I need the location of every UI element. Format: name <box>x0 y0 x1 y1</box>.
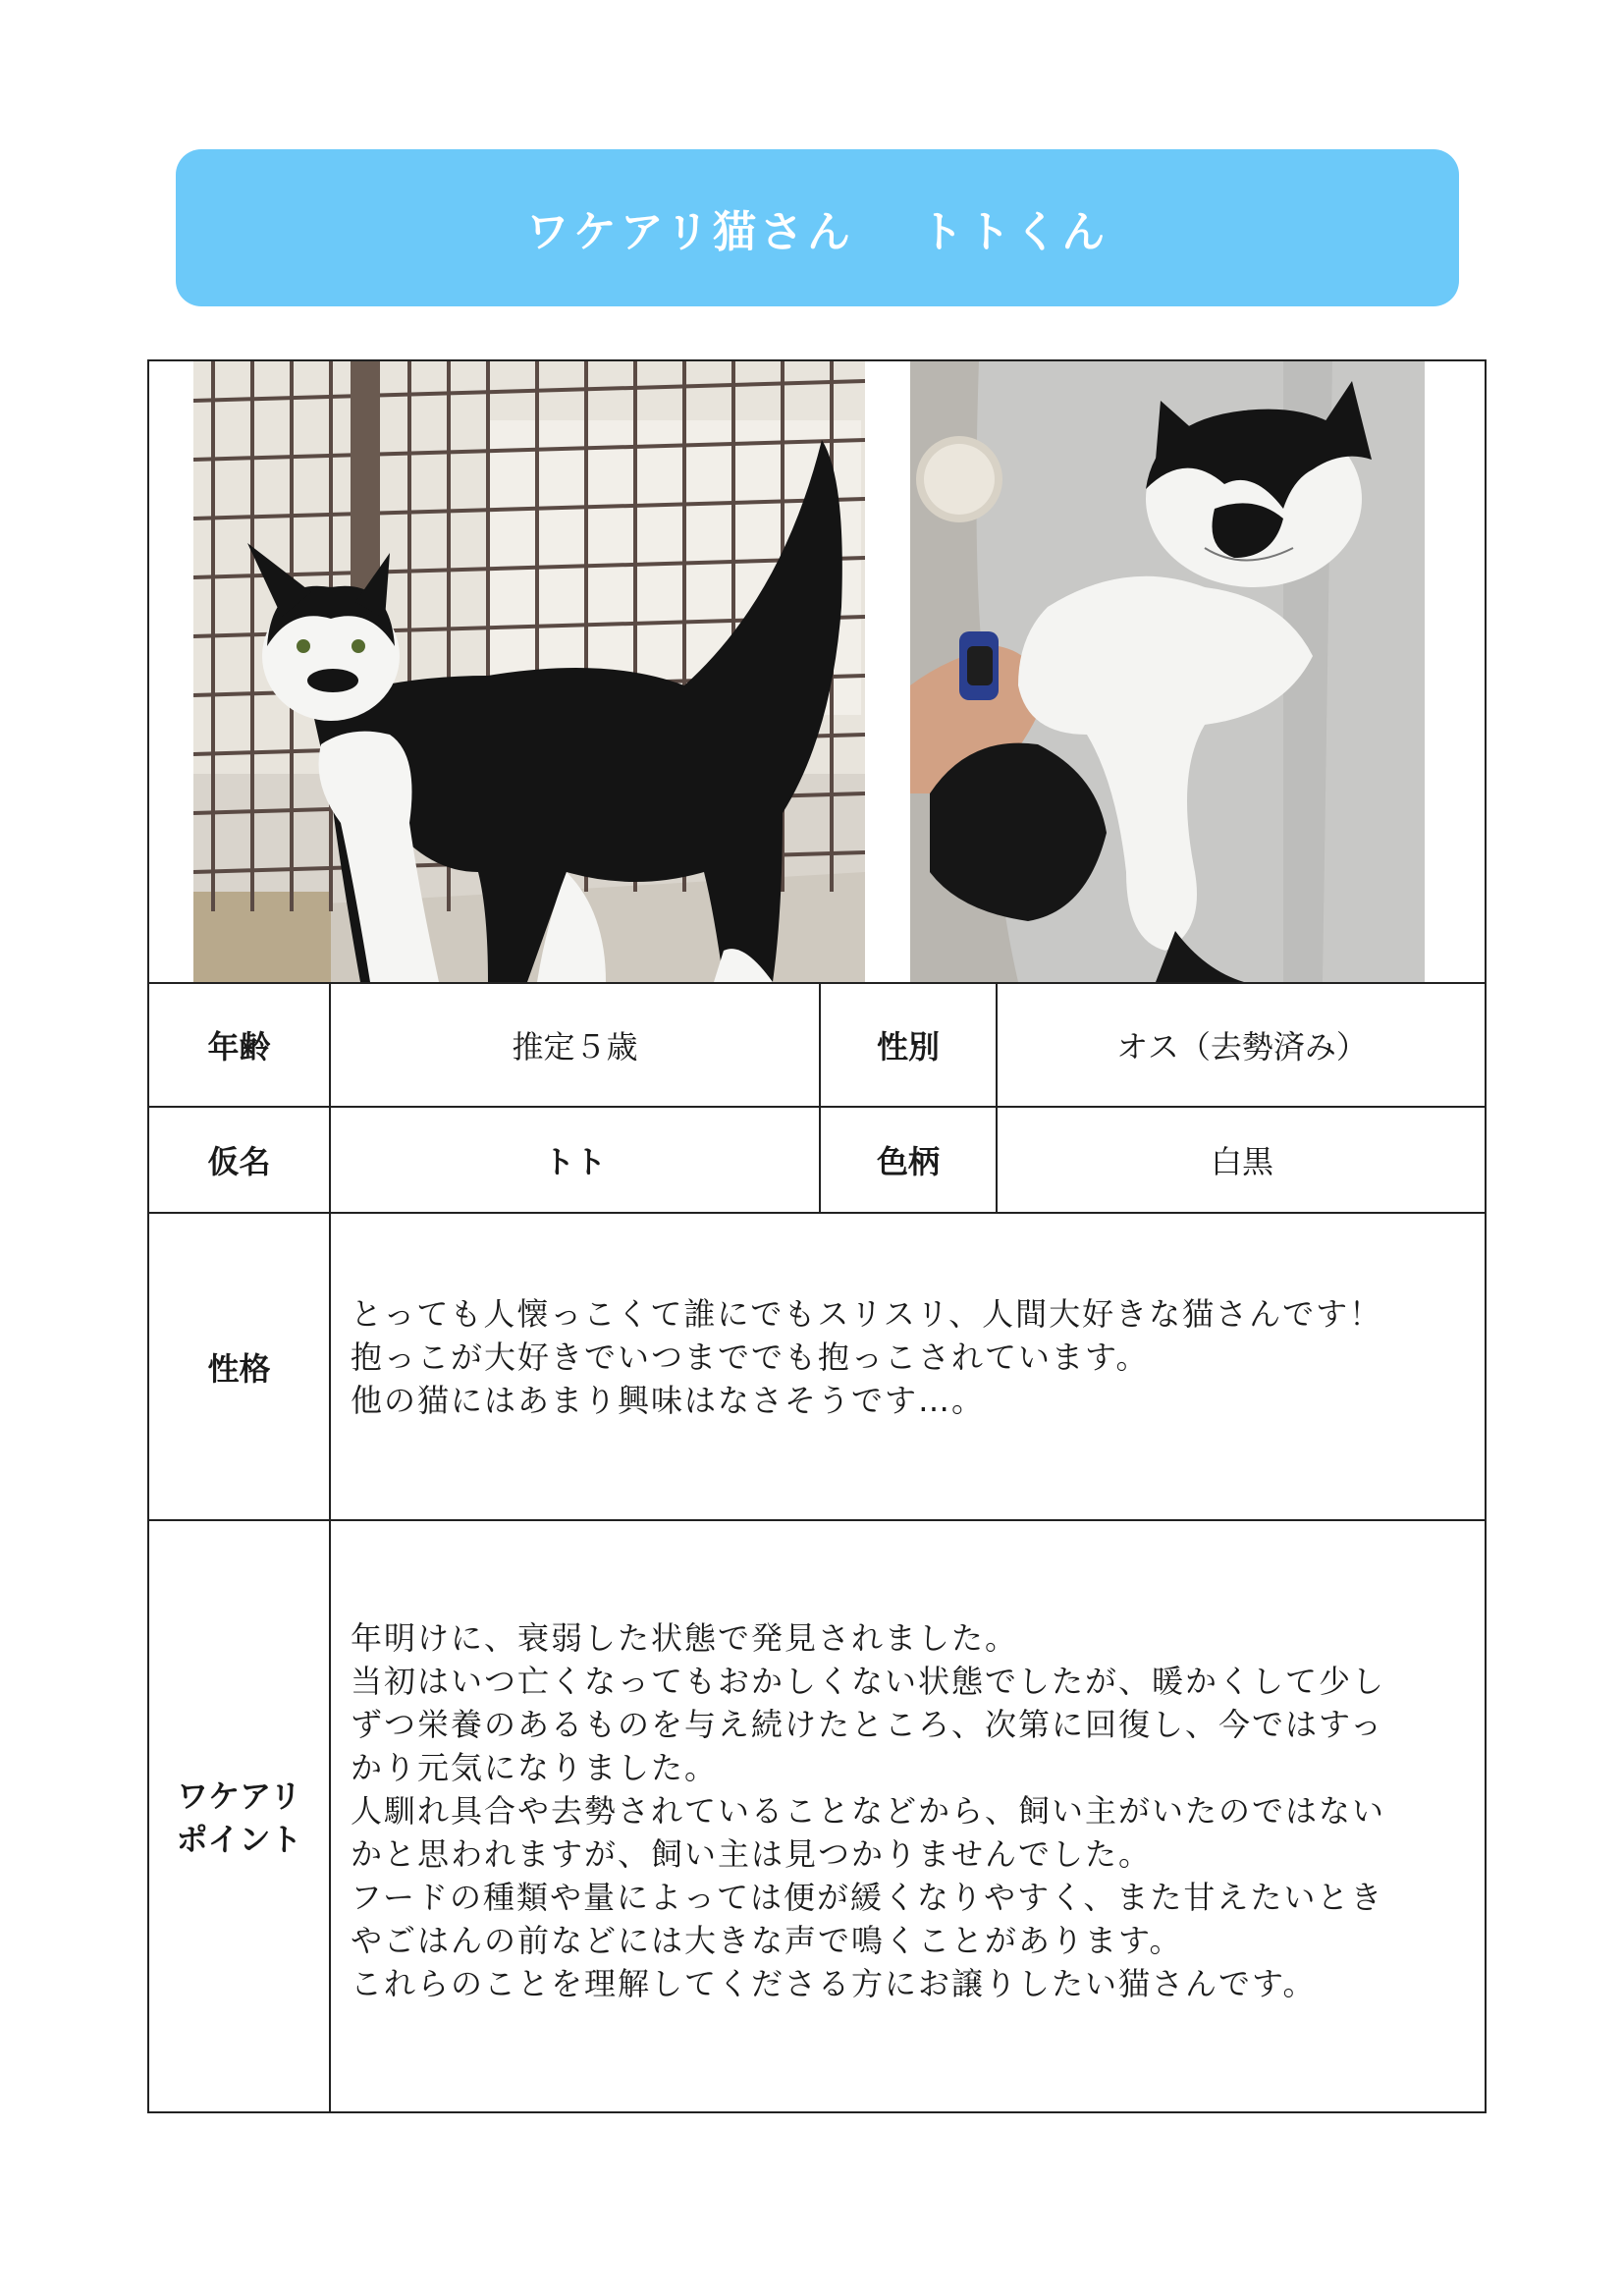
personality-label: 性格 <box>207 1349 271 1388</box>
age-value: 推定５歳 <box>512 1028 638 1066</box>
wakeari-line: ずつ栄養のあるものを与え続けたところ、次第に回復し、今ではすっ <box>351 1706 1384 1743</box>
wakeari-label-line: ポイント <box>176 1820 302 1858</box>
sex-label: 性別 <box>876 1028 940 1066</box>
page-title: ワケアリ猫さん トトくん <box>525 207 1109 257</box>
wakeari-line: これらのことを理解してくださる方にお譲りしたい猫さんです。 <box>351 1965 1317 2002</box>
divider <box>149 1212 1485 1214</box>
wakeari-line: かり元気になりました。 <box>351 1749 719 1786</box>
age-label: 年齢 <box>207 1028 271 1066</box>
name-value: トト <box>543 1143 607 1180</box>
wakeari-line: フードの種類や量によっては便が緩くなりやすく、また甘えたいとき <box>351 1879 1384 1916</box>
name-label: 仮名 <box>207 1143 271 1180</box>
personality-line: とっても人懐っこくて誰にでもスリスリ、人間大好きな猫さんです！ <box>351 1295 1383 1333</box>
divider <box>149 1519 1485 1521</box>
personality-line: 抱っこが大好きでいつまででも抱っこされています。 <box>351 1339 1150 1376</box>
photo-cat-held <box>910 361 1425 982</box>
color-label: 色柄 <box>876 1143 940 1180</box>
wakeari-line: 年明けに、衰弱した状態で発見されました。 <box>351 1619 1019 1657</box>
profile-sheet <box>147 359 1487 2113</box>
wakeari-label-line: ワケアリ <box>177 1777 301 1815</box>
wakeari-text <box>351 1616 1470 2005</box>
wakeari-line: かと思われますが、飼い主は見つかりませんでした。 <box>351 1835 1153 1873</box>
photo-cat-in-cage <box>193 361 865 982</box>
wakeari-line: やごはんの前などには大きな声で鳴くことがあります。 <box>351 1922 1183 1959</box>
sex-value: オス（去勢済み） <box>1116 1028 1368 1066</box>
wakeari-label <box>149 1521 329 2113</box>
title-banner <box>176 149 1459 306</box>
personality-line: 他の猫にはあまり興味はなさそうです…。 <box>351 1382 986 1419</box>
color-value: 白黒 <box>1210 1143 1273 1180</box>
personality-text <box>351 1292 1470 1422</box>
wakeari-line: 当初はいつ亡くなってもおかしくない状態でしたが、暖かくして少し <box>351 1663 1386 1700</box>
wakeari-line: 人馴れ具合や去勢されていることなどから、飼い主がいたのではない <box>351 1792 1386 1830</box>
